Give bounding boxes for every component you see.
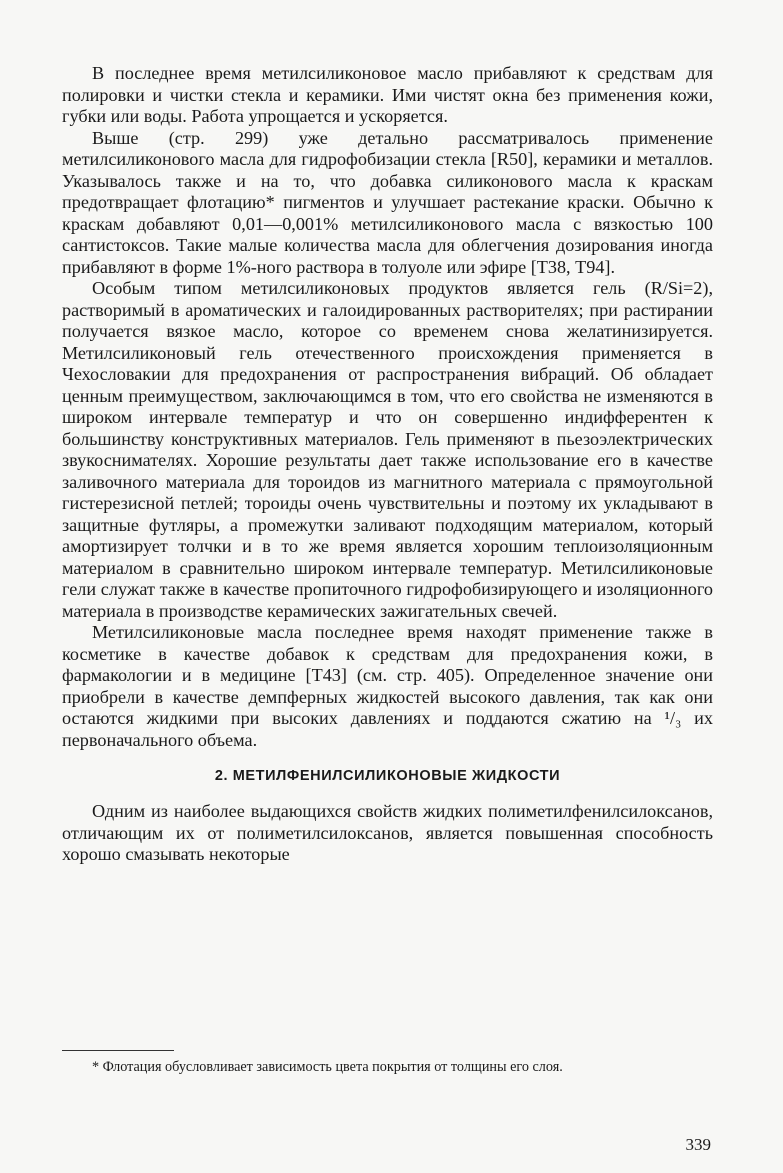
paragraph-gel: Особым типом метилсиликоновых продуктов является гель (R/Si=2), растворимый в ароматических и галоидированных растворителях; при растирании получается вязкое масло, которое со временем снова желатинизируется. Метилсиликоновый гель отечественного происхождения применяется в Чехословакии для предохранения от распространения вибраций. Об обладает ценным преимуществом, заключающимся в том, что его свойства не изменяются в широком интервале температур и что он совершенно индифферентен к большинству конструктивных материалов. Гель применяют в пьезоэлектрических звукоснимателях. Хорошие результаты дает также использование его в качестве заливочного материала для тороидов из магнитного материала с прямоугольной гистерезисной петлей; тороиды очень чувствительны и поэтому их укладывают в защитные футляры, а промежутки заливают подходящим материалом, который амортизирует толчки и в то же время является хорошим теплоизоляционным материалом в сравнительно широком интервале температур. Метилсиликоновые гели служат также в качестве пропиточного гидрофобизирующего и изоляционного материала в производстве керамических зажигательных свечей.	[62, 278, 713, 621]
paragraph-hydrophobization: Выше (стр. 299) уже детально рассматривалось применение метилсиликонового масла для гидрофобизации стекла [R50], керамики и металлов. Указывалось также и на то, что добавка силиконового масла к краскам предотвращает флотацию* пигментов и улучшает растекание краски. Обычно к краскам добавляют 0,01—0,001% метилсиликонового масла с вязкостью 100 сантистоксов. Такие малые количества масла для облегчения дозирования иногда прибавляют в форме 1%-ного раствора в толуоле или эфире [Т38, Т94].	[62, 127, 713, 277]
page-number: 339	[685, 1135, 711, 1154]
footnote: * Флотация обусловливает зависимость цвета покрытия от толщины его слоя.	[92, 1059, 563, 1075]
footnote-divider	[62, 1050, 174, 1051]
section-heading: 2. МЕТИЛФЕНИЛСИЛИКОНОВЫЕ ЖИДКОСТИ	[214, 768, 561, 784]
paragraph-polishing: В последнее время метилсиликоновое масло прибавляют к средствам для полировки и чистки стекла и керамики. Ими чистят окна без применения кожи, губки или воды. Работа упрощается и ускоряется.	[62, 63, 713, 126]
main-text	[62, 63, 713, 866]
paragraph-cosmetics: Метилсиликоновые масла последнее время находят применение также в косметике в качестве добавок к средствам для предохранения кожи, в фармакологии и в медицине [Т43] (см. стр. 405). Определенное значение они приобрели в качестве демпферных жидкостей высокого давления, так как они остаются жидкими при высоких давлениях и поддаются сжатию на ¹/₃ их первоначального объема.	[62, 622, 713, 750]
paragraph-methylphenyl: Одним из наиболее выдающихся свойств жидких полиметилфенилсилоксанов, отличающим их от полиметилсилоксанов, является повышенная способность хорошо смазывать некоторые	[62, 801, 713, 864]
